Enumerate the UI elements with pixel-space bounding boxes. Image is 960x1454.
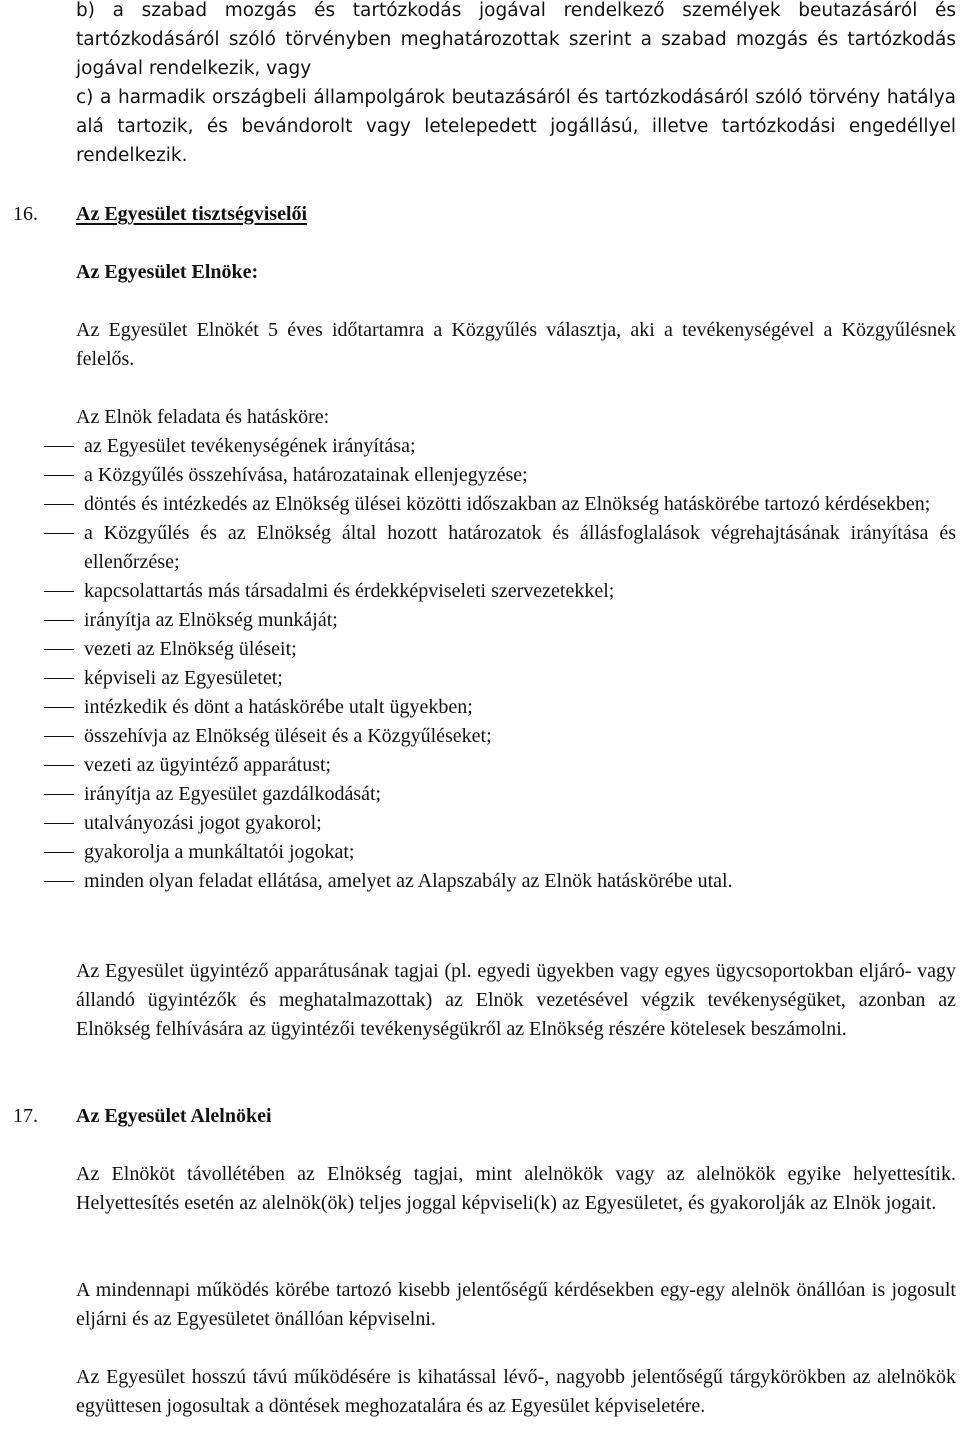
section-17-heading (13, 1102, 956, 1131)
list-item: intézkedik és dönt a hatáskörébe utalt ügyekben; (44, 693, 956, 722)
section-16-title: Az Egyesület tisztségviselői (76, 203, 308, 225)
duties-heading: Az Elnök feladata és hatásköre: (76, 406, 330, 428)
list-item: az Egyesület tevékenységének irányítása; (44, 432, 956, 461)
dash-bullet-icon (44, 446, 74, 447)
dash-bullet-icon (44, 591, 74, 592)
list-item: vezeti az ügyintéző apparátust; (44, 751, 956, 780)
list-item: irányítja az Elnökség munkáját; (44, 606, 956, 635)
vice-president-joint-paragraph: Az Egyesület hosszú távú működésére is kihatással lévő-, nagyobb jelentőségű tárgykörökben az alelnökök együttesen jogosultak a döntések meghozatalára és az Egyesület képviseletére. (76, 1366, 956, 1417)
dash-bullet-icon (44, 678, 74, 679)
dash-bullet-icon (44, 736, 74, 737)
list-item: összehívja az Elnökség üléseit és a Közgyűléseket; (44, 722, 956, 751)
section-16-heading (13, 200, 956, 229)
dash-bullet-icon (44, 823, 74, 824)
list-item: a Közgyűlés összehívása, határozatainak ellenjegyzése; (44, 461, 956, 490)
dash-bullet-icon (44, 649, 74, 650)
dash-bullet-icon (44, 533, 74, 534)
list-item: a Közgyűlés és az Elnökség által hozott határozatok és állásfoglalások végrehajtásának irányítása és ellenőrzése; (44, 519, 956, 577)
section-17-title: Az Egyesület Alelnökei (76, 1105, 272, 1127)
dash-bullet-icon (44, 707, 74, 708)
list-item: gyakorolja a munkáltatói jogokat; (44, 838, 956, 867)
dash-bullet-icon (44, 475, 74, 476)
intro-point-b: b) a szabad mozgás és tartózkodás jogával rendelkező személyek beutazásáról és tartózkodásáról szóló törvényben meghatározottak szerint a szabad mozgás és tartózkodás jogával rendelkezik, vagy (76, 0, 956, 79)
dash-bullet-icon (44, 852, 74, 853)
duties-list (44, 432, 956, 896)
list-item: vezeti az Elnökség üléseit; (44, 635, 956, 664)
dash-bullet-icon (44, 794, 74, 795)
intro-point-c: c) a harmadik országbeli állampolgárok beutazásáról és tartózkodásáról szóló törvény hatálya alá tartozik, és bevándorolt vagy letelepedett jogállású, illetve tartózkodási engedéllyel rendelkezik. (76, 87, 956, 166)
list-item: utalványozási jogot gyakorol; (44, 809, 956, 838)
vice-president-daily-paragraph: A mindennapi működés körébe tartozó kisebb jelentőségű kérdésekben egy-egy alelnök önállóan is jogosult eljárni és az Egyesületet önállóan képviselni. (76, 1279, 956, 1330)
staff-paragraph: Az Egyesület ügyintéző apparátusának tagjai (pl. egyedi ügyekben vagy egyes ügycsoportokban eljáró- vagy állandó ügyintézők és meghatalmazottak) az Elnök vezetésével végzik tevékenységüket, azonban az Elnökség felhívására az ügyintézői tevékenységükről az Elnökség részére kötelesek beszámolni. (76, 960, 956, 1040)
dash-bullet-icon (44, 504, 74, 505)
dash-bullet-icon (44, 881, 74, 882)
president-subtitle: Az Egyesület Elnöke: (76, 261, 259, 283)
president-election-paragraph: Az Egyesület Elnökét 5 éves időtartamra a Közgyűlés választja, aki a tevékenységével a Közgyűlésnek felelős. (76, 319, 956, 370)
vice-president-substitution-paragraph: Az Elnököt távollétében az Elnökség tagjai, mint alelnökök vagy az alelnökök egyike helyettesítik. Helyettesítés esetén az alelnök(ök) teljes joggal képviseli(k) az Egyesületet, és gyakorolják az Elnök jogait. (76, 1163, 956, 1214)
list-item: döntés és intézkedés az Elnökség ülései közötti időszakban az Elnökség hatáskörébe tartozó kérdésekben; (44, 490, 956, 519)
list-item: minden olyan feladat ellátása, amelyet az Alapszabály az Elnök hatáskörébe utal. (44, 867, 956, 896)
list-item: irányítja az Egyesület gazdálkodását; (44, 780, 956, 809)
dash-bullet-icon (44, 765, 74, 766)
section-16-number: 16. (13, 203, 38, 225)
section-17-number: 17. (13, 1105, 38, 1127)
list-item: kapcsolattartás más társadalmi és érdekképviseleti szervezetekkel; (44, 577, 956, 606)
list-item: képviseli az Egyesületet; (44, 664, 956, 693)
dash-bullet-icon (44, 620, 74, 621)
